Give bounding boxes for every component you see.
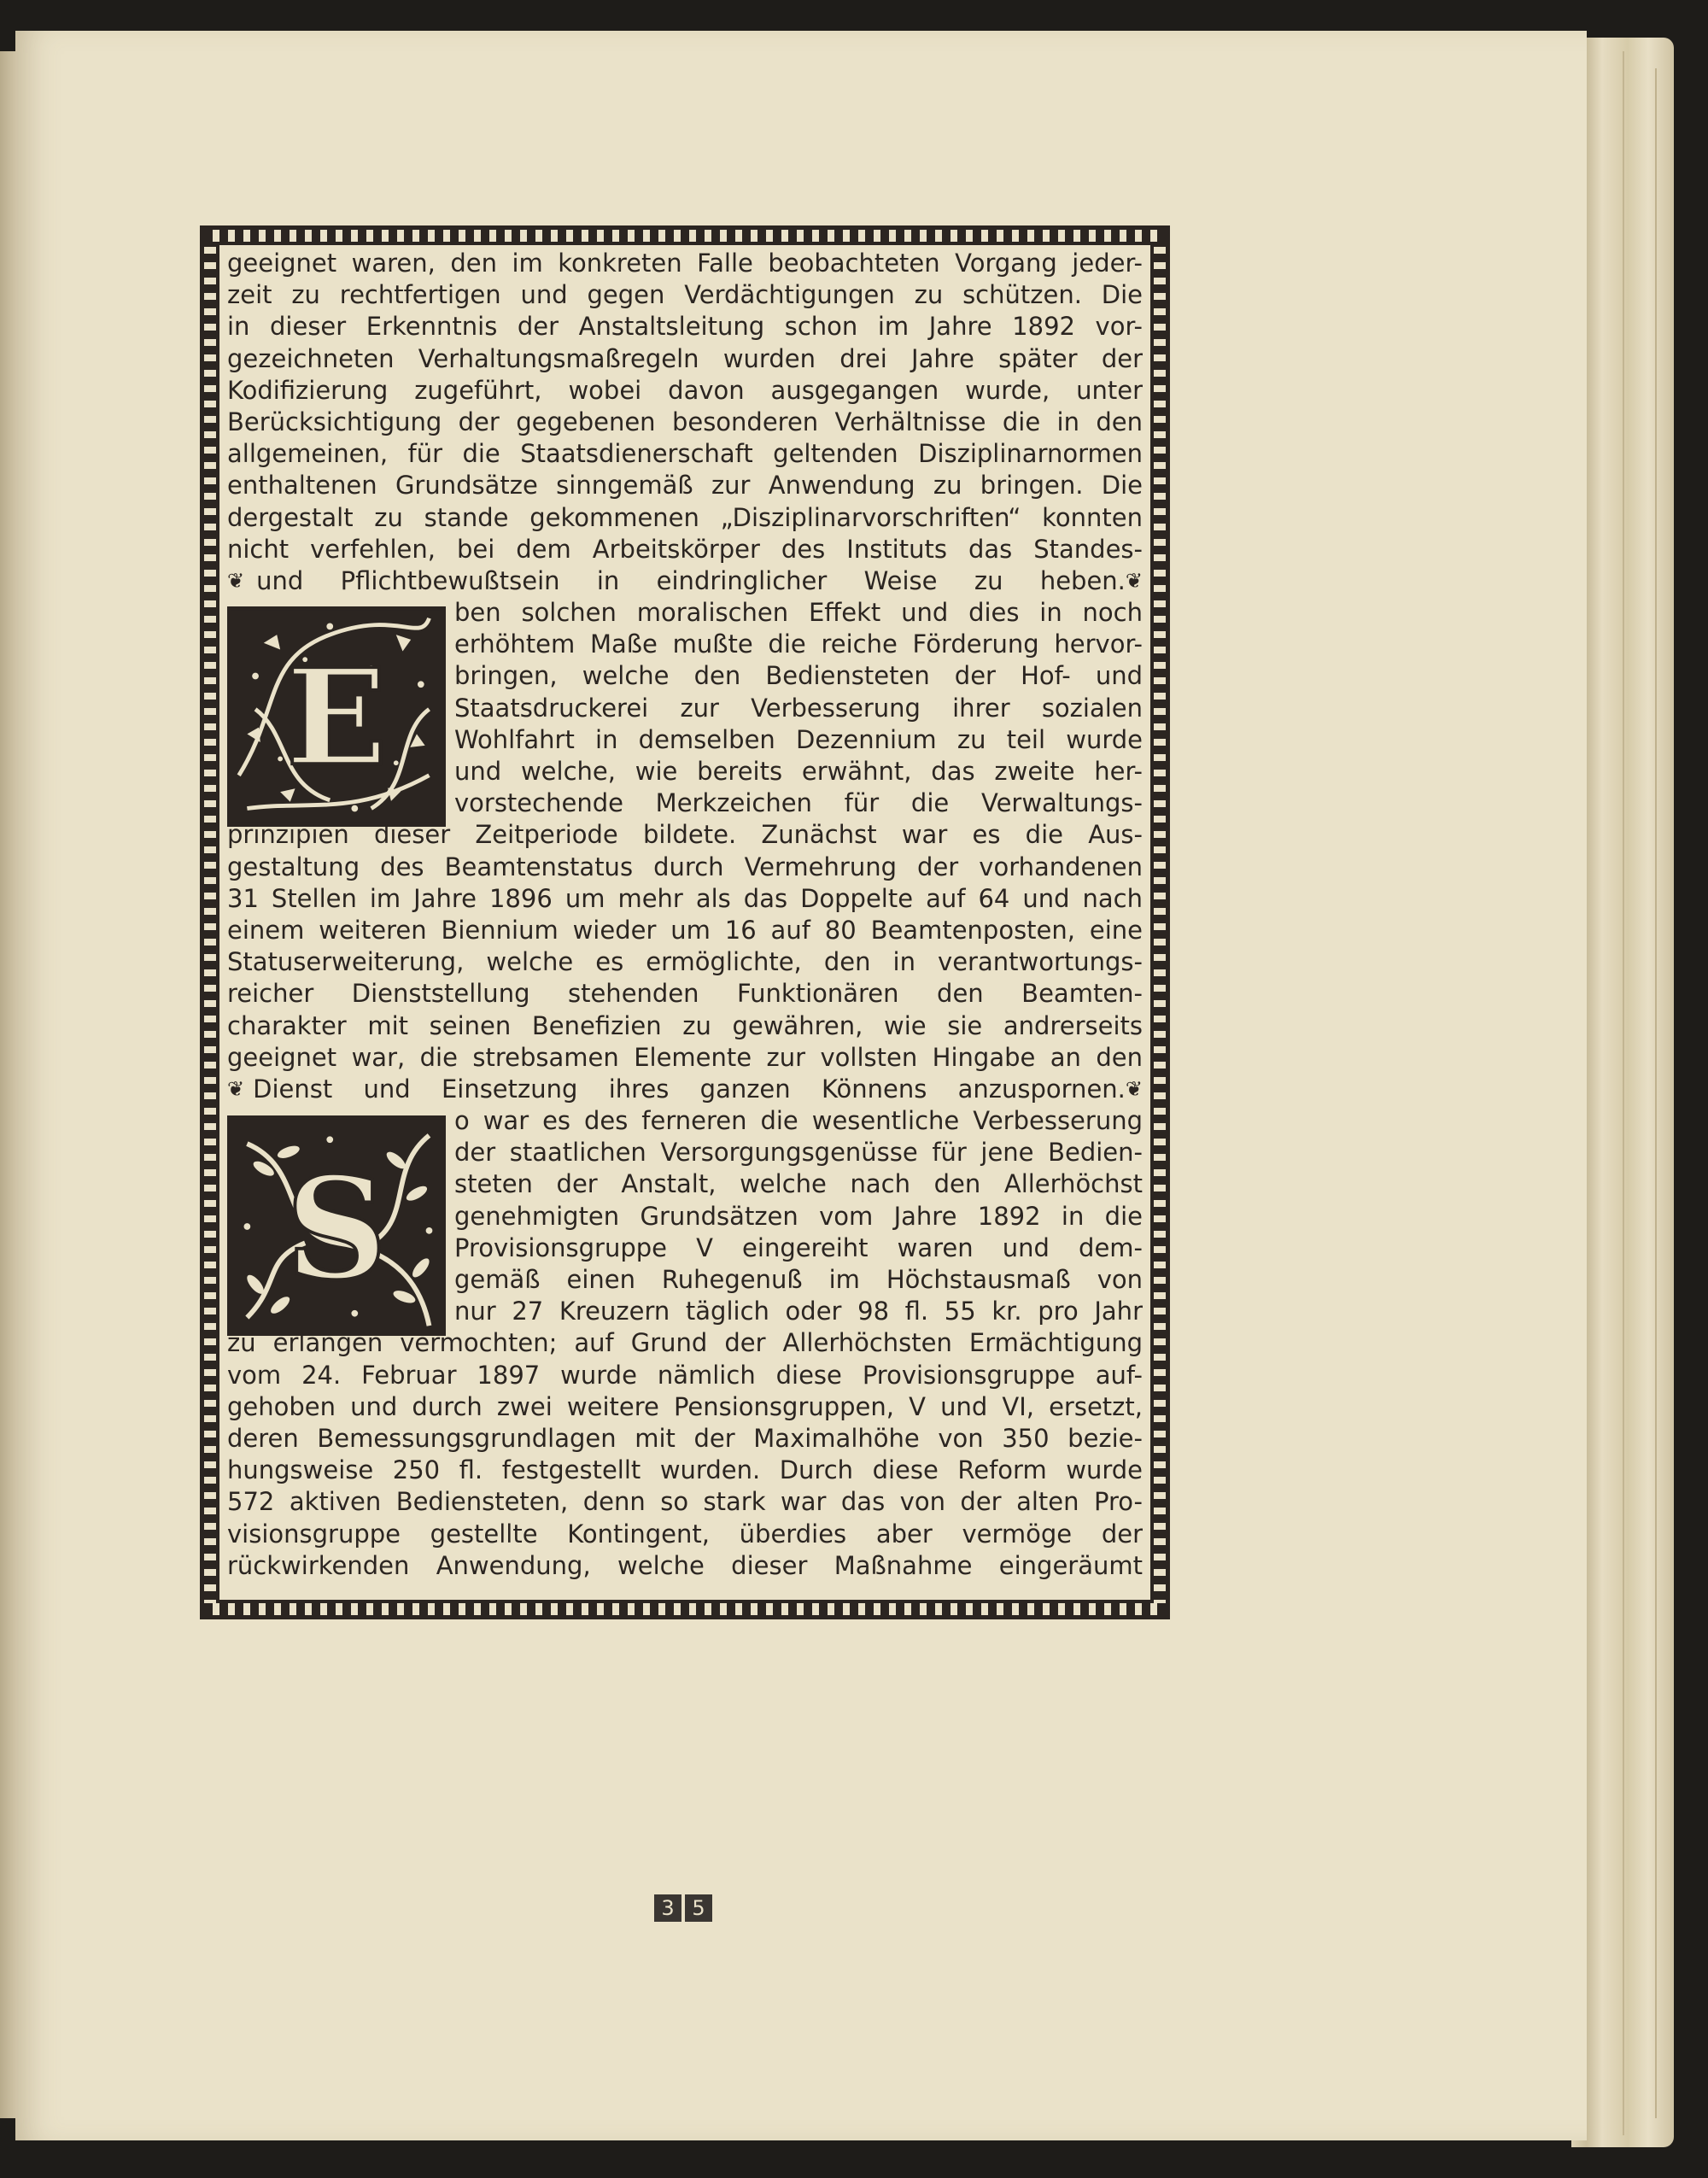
text-line: der staatlichen Versorgungsgenüsse für jene Bedien- xyxy=(454,1138,1143,1168)
text-line: prinzipien dieser Zeitperiode bildete. Zunächst war es die Aus- xyxy=(227,820,1143,850)
text-span: und Pflichtbewußtsein in eindringlicher Weise zu heben. xyxy=(256,565,1126,595)
fleuron-right-icon: ❦ xyxy=(1125,568,1143,593)
text-line: reicher Dienststellung stehenden Funktionären den Beamten- xyxy=(227,979,1143,1009)
text-line: Statuserweiterung, welche es ermöglichte, den in verantwortungs- xyxy=(227,947,1143,977)
page-edge-line xyxy=(1655,68,1657,2118)
text-line: Provisionsgruppe V eingereiht waren und dem- xyxy=(454,1232,1143,1262)
text-line: charakter mit seinen Benefizien zu gewähren, wie sie andrerseits xyxy=(227,1010,1143,1040)
paragraph-beside-initial-s xyxy=(454,1105,1143,1327)
text-line: Kodifizierung zugeführt, wobei davon ausgegangen wurde, unter xyxy=(227,375,1143,405)
text-line: ben solchen moralischen Effekt und dies in noch xyxy=(454,598,1143,628)
text-line: gestaltung des Beamtenstatus durch Vermehrung der vorhandenen xyxy=(227,852,1143,881)
text-line: geeignet war, die strebsamen Elemente zur vollsten Hingabe an den xyxy=(227,1042,1143,1072)
svg-text:E: E xyxy=(285,639,388,796)
text-line: gehoben und durch zwei weitere Pensionsgruppen, V und VI, ersetzt, xyxy=(227,1391,1143,1421)
fleuron-right-icon: ❦ xyxy=(1125,1076,1143,1101)
text-line: geeignet waren, den im konkreten Falle beobachteten Vorgang jeder- xyxy=(227,249,1143,278)
text-line: bringen, welche den Bediensteten der Hof- und xyxy=(454,661,1143,691)
text-line: deren Bemessungsgrundlagen mit der Maximalhöhe von 350 bezie- xyxy=(227,1423,1143,1453)
text-line: Berücksichtigung der gegebenen besonderen Verhältnisse die in den xyxy=(227,407,1143,436)
text-line: 31 Stellen im Jahre 1896 um mehr als das Doppelte auf 64 und nach xyxy=(227,883,1143,913)
text-line: 572 aktiven Bediensteten, denn so stark war das von der alten Pro- xyxy=(227,1487,1143,1517)
page-number-digit: 5 xyxy=(685,1894,712,1922)
text-line: steten der Anstalt, welche nach den Allerhöchst xyxy=(454,1169,1143,1199)
text-line: genehmigten Grundsätzen vom Jahre 1892 in die xyxy=(454,1201,1143,1231)
text-line: nicht verfehlen, bei dem Arbeitskörper des Instituts das Standes- xyxy=(227,534,1143,564)
page-number xyxy=(654,1894,712,1922)
text-line: erhöhtem Maße mußte die reiche Förderung hervor- xyxy=(454,629,1143,659)
text-line: zu erlangen vermochten; auf Grund der Allerhöchsten Ermächtigung xyxy=(227,1328,1143,1358)
text-line-with-ornaments xyxy=(227,565,1143,597)
text-line: rückwirkenden Anwendung, welche dieser Maßnahme eingeräumt xyxy=(227,1550,1143,1580)
text-line: gemäß einen Ruhegenuß im Höchstausmaß von xyxy=(454,1265,1143,1294)
svg-text:S: S xyxy=(285,1145,388,1312)
text-line: in dieser Erkenntnis der Anstaltsleitung schon im Jahre 1892 vor- xyxy=(227,312,1143,342)
text-line-with-ornaments xyxy=(227,1074,1143,1105)
page-edge-line xyxy=(1623,51,1624,2135)
text-line: visionsgruppe gestellte Kontingent, überdies aber vermöge der xyxy=(227,1519,1143,1549)
body-text xyxy=(227,248,1143,1582)
text-line: vom 24. Februar 1897 wurde nämlich diese Provisionsgruppe auf- xyxy=(227,1360,1143,1390)
text-line: vorstechende Merkzeichen für die Verwaltungs- xyxy=(454,788,1143,818)
text-line: zeit zu rechtfertigen und gegen Verdächtigungen zu schützen. Die xyxy=(227,280,1143,310)
text-line: und welche, wie bereits erwähnt, das zweite her- xyxy=(454,757,1143,786)
fleuron-left-icon: ❦ xyxy=(227,1076,245,1101)
text-line: einem weiteren Biennium wieder um 16 auf 80 Beamtenposten, eine xyxy=(227,915,1143,945)
text-line: Staatsdruckerei zur Verbesserung ihrer sozialen xyxy=(454,693,1143,723)
text-line: nur 27 Kreuzern täglich oder 98 fl. 55 kr. pro Jahr xyxy=(454,1297,1143,1326)
text-line: dergestalt zu stande gekommenen „Disziplinarvorschriften“ konnten xyxy=(227,502,1143,532)
text-line: gezeichneten Verhaltungsmaßregeln wurden drei Jahre später der xyxy=(227,343,1143,373)
fleuron-left-icon: ❦ xyxy=(227,568,245,593)
text-line: hungsweise 250 fl. festgestellt wurden. Durch diese Reform wurde xyxy=(227,1455,1143,1485)
page-number-digit: 3 xyxy=(654,1894,681,1922)
text-line: o war es des ferneren die wesentliche Verbesserung xyxy=(454,1106,1143,1136)
text-span: Dienst und Einsetzung ihres ganzen Könnens anzuspornen. xyxy=(253,1074,1126,1104)
paragraph-beside-initial-e xyxy=(454,597,1143,819)
text-line: Wohlfahrt in demselben Dezennium zu teil wurde xyxy=(454,724,1143,754)
text-line: enthaltenen Grundsätze sinngemäß zur Anwendung zu bringen. Die xyxy=(227,471,1143,501)
text-line: allgemeinen, für die Staatsdienerschaft geltenden Disziplinarnormen xyxy=(227,439,1143,469)
